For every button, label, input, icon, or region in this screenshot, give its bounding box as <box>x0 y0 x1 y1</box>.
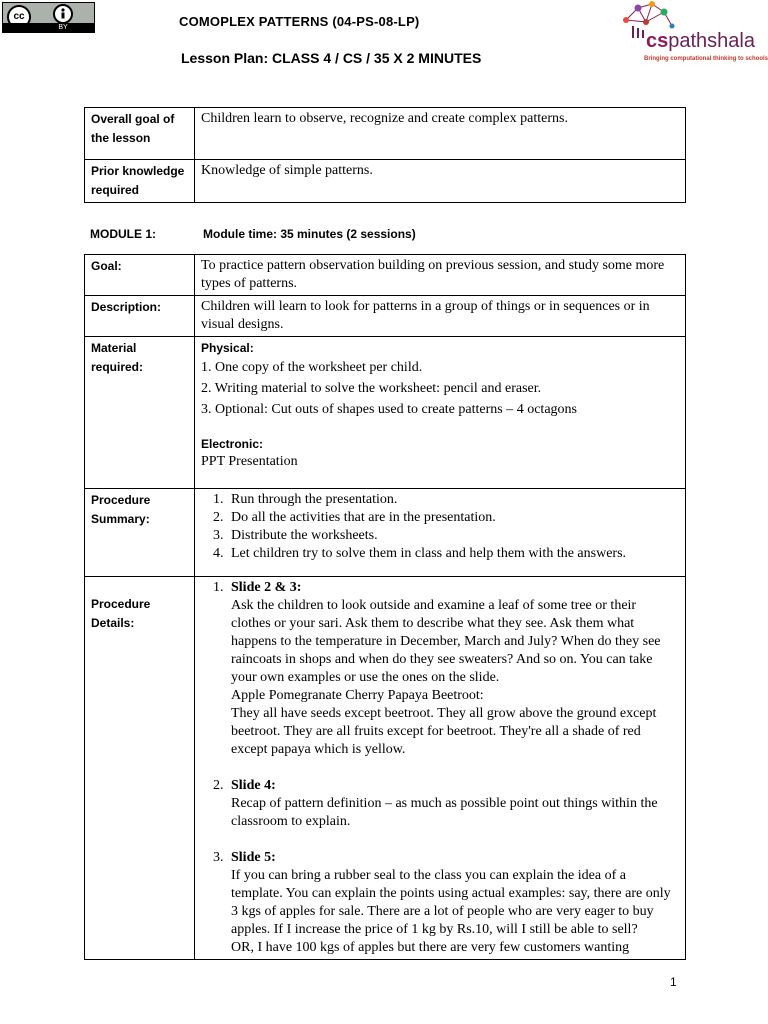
summary-item: 1. Run through the presentation. <box>227 491 679 509</box>
procedure-step <box>227 777 679 831</box>
material-row <box>85 337 686 489</box>
goal-value: To practice pattern observation building on previous session, and study some more types of patterns. <box>195 255 686 296</box>
summary-item: 2. Do all the activities that are in the presentation. <box>227 509 679 527</box>
step-text: Apple Pomegranate Cherry Papaya Beetroot: <box>231 688 484 703</box>
prior-knowledge-value: Knowledge of simple patterns. <box>195 160 686 203</box>
step-title: Slide 2 & 3: <box>231 580 302 595</box>
step-text: Recap of pattern definition – as much as possible point out things within the classroom to explain. <box>231 796 658 829</box>
page-number: 1 <box>670 975 677 989</box>
overall-goal-value: Children learn to observe, recognize and create complex patterns. <box>195 108 686 160</box>
procedure-details-row <box>85 577 686 960</box>
goal-label: Goal: <box>85 255 195 296</box>
step-title: Slide 4: <box>231 778 276 793</box>
procedure-details-value <box>195 577 686 960</box>
procedure-summary-value <box>195 489 686 577</box>
electronic-heading: Electronic: <box>201 437 264 451</box>
description-row <box>85 296 686 337</box>
prior-knowledge-row <box>85 160 686 203</box>
step-text: Ask the children to look outside and examine a leaf of some tree or their clothes or your sari. Ask them to describe what they see. Ask them what happens to the temperature in December, March and July? When do they see raincoats in shops and when do they see sweaters? And so on. You can take your own examples or use the ones on the slide. <box>231 598 661 685</box>
description-value: Children will learn to look for patterns in a group of things or in sequences or in visual designs. <box>195 296 686 337</box>
step-text: OR, I have 100 kgs of apples but there are very few customers wanting <box>231 940 630 955</box>
procedure-step <box>227 849 679 957</box>
document-title: COMOPLEX PATTERNS (04-PS-08-LP) <box>179 14 420 29</box>
physical-heading: Physical: <box>201 341 254 355</box>
physical-item: 3. Optional: Cut outs of shapes used to create patterns – 4 octagons <box>201 402 577 417</box>
summary-item: 4. Let children try to solve them in class and help them with the answers. <box>227 545 679 563</box>
procedure-summary-row <box>85 489 686 577</box>
summary-item: 3. Distribute the worksheets. <box>227 527 679 545</box>
material-value <box>195 337 686 489</box>
goal-row <box>85 108 686 160</box>
cs-pathshala-logo <box>618 0 766 70</box>
step-text: If you can bring a rubber seal to the class you can explain the idea of a template. You can explain the points using actual examples: say, there are only 3 kgs of apples for sale. There are a lot of people who are very eager to buy apples. If I increase the price of 1 kg by Rs.10, will I still be able to sell? <box>231 868 671 937</box>
physical-item: 2. Writing material to solve the worksheet: pencil and eraser. <box>201 381 542 396</box>
logo-tagline: Bringing computational thinking to schools <box>644 56 768 62</box>
electronic-value: PPT Presentation <box>201 454 298 469</box>
module-label: MODULE 1: <box>90 227 156 241</box>
logo-wordmark: cspathshala <box>646 30 755 52</box>
step-text: They all have seeds except beetroot. They all grow above the ground except beetroot. They are all fruits except for beetroot. They're all a shade of red except papaya which is yellow. <box>231 706 657 757</box>
physical-item: 1. One copy of the worksheet per child. <box>201 360 423 375</box>
cc-license-badge <box>2 2 95 33</box>
lesson-plan-subtitle: Lesson Plan: CLASS 4 / CS / 35 X 2 MINUTES <box>181 50 482 66</box>
goal-row <box>85 255 686 296</box>
description-label: Description: <box>85 296 195 337</box>
overview-table <box>84 107 686 203</box>
prior-knowledge-label: Prior knowledge required <box>85 160 195 203</box>
attribution-icon <box>53 4 73 24</box>
procedure-summary-label: Procedure Summary: <box>85 489 195 577</box>
overall-goal-label: Overall goal of the lesson <box>85 108 195 160</box>
module-time: Module time: 35 minutes (2 sessions) <box>203 227 416 241</box>
module-details-table <box>84 254 686 960</box>
procedure-step <box>227 579 679 759</box>
step-title: Slide 5: <box>231 850 276 865</box>
material-label: Material required: <box>85 337 195 489</box>
license-by-label: BY <box>58 24 68 31</box>
procedure-details-label: Procedure Details: <box>85 577 195 960</box>
cc-icon: cc <box>7 5 31 29</box>
